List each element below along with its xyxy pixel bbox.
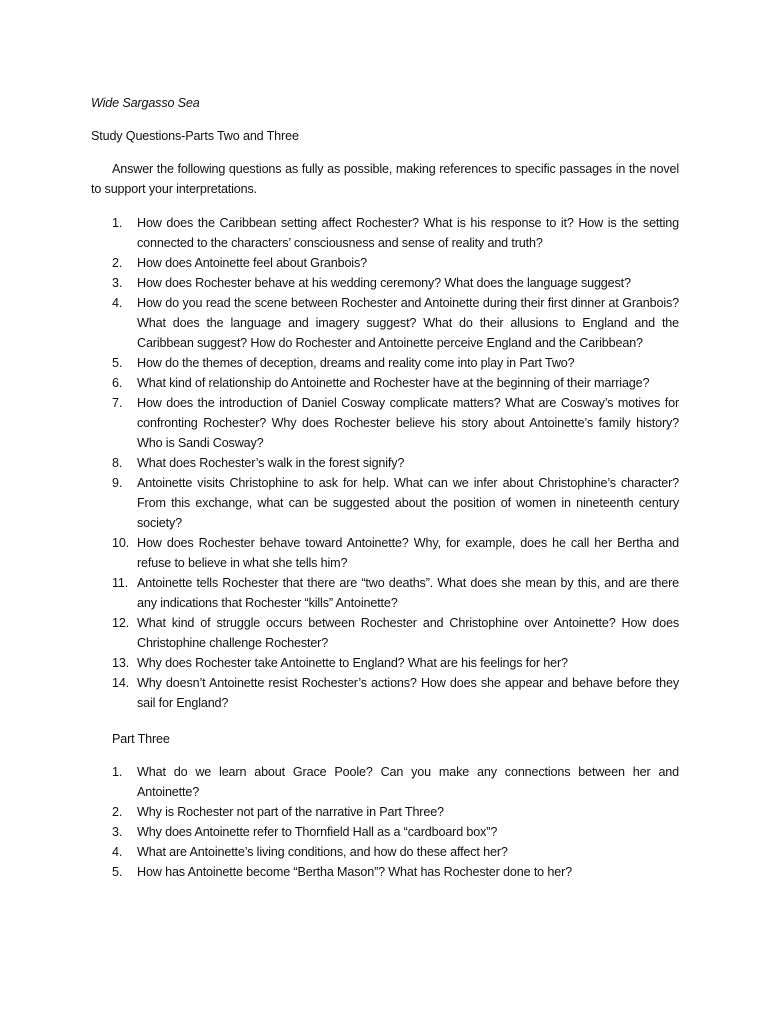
question-text: Antoinette tells Rochester that there are “two deaths”. What does she mean by this, and are there any indications that Rochester “kills” Antoinette? <box>137 576 679 610</box>
part-two-question <box>91 273 679 293</box>
question-number: 7. <box>112 396 123 410</box>
part-two-question <box>91 473 679 533</box>
document-subtitle: Study Questions-Parts Two and Three <box>91 129 299 143</box>
question-text: Why does Rochester take Antoinette to England? What are his feelings for her? <box>137 656 568 670</box>
question-text: What kind of struggle occurs between Rochester and Christophine over Antoinette? How does Christophine challenge Rochester? <box>137 616 679 650</box>
question-number: 13. <box>112 656 130 670</box>
part-two-question <box>91 393 679 453</box>
question-number: 3. <box>112 825 123 839</box>
question-number: 1. <box>112 765 123 779</box>
question-number: 4. <box>112 296 123 310</box>
question-text: Why is Rochester not part of the narrative in Part Three? <box>137 805 444 819</box>
question-number: 11. <box>112 576 129 590</box>
part-three-question-list <box>91 762 679 882</box>
part-two-question <box>91 533 679 573</box>
part-three-question <box>91 762 679 802</box>
question-number: 2. <box>112 256 123 270</box>
question-number: 2. <box>112 805 123 819</box>
part-two-question <box>91 613 679 653</box>
question-text: What do we learn about Grace Poole? Can you make any connections between her and Antoinette? <box>137 765 679 799</box>
part-two-question <box>91 373 679 393</box>
question-number: 5. <box>112 865 123 879</box>
part-two-question-list <box>91 213 679 713</box>
part-three-question <box>91 802 679 822</box>
question-text: Antoinette visits Christophine to ask for help. What can we infer about Christophine’s character? From this exchange, what can be suggested about the position of women in nineteenth century society? <box>137 476 679 530</box>
question-text: How do you read the scene between Rochester and Antoinette during their first dinner at Granbois? What does the language and imagery suggest? What do their allusions to England and the Caribbean suggest? How do Rochester and Antoinette perceive England and the Caribbean? <box>137 296 679 350</box>
question-text: How do the themes of deception, dreams and reality come into play in Part Two? <box>137 356 575 370</box>
question-text: How has Antoinette become “Bertha Mason”? What has Rochester done to her? <box>137 865 572 879</box>
question-number: 12. <box>112 616 130 630</box>
question-text: How does the Caribbean setting affect Rochester? What is his response to it? How is the setting connected to the characters’ consciousness and sense of reality and truth? <box>137 216 679 250</box>
question-text: Why doesn’t Antoinette resist Rochester’s actions? How does she appear and behave before they sail for England? <box>137 676 679 710</box>
question-text: Why does Antoinette refer to Thornfield Hall as a “cardboard box”? <box>137 825 498 839</box>
part-two-question <box>91 353 679 373</box>
part-three-heading: Part Three <box>112 732 170 746</box>
part-two-question <box>91 453 679 473</box>
question-number: 14. <box>112 676 130 690</box>
part-two-question <box>91 253 679 273</box>
question-number: 4. <box>112 845 123 859</box>
question-text: How does the introduction of Daniel Cosway complicate matters? What are Cosway’s motives for confronting Rochester? Why does Rochester believe his story about Antoinette’s family history? Who is Sandi Cosway? <box>137 396 679 450</box>
question-text: What kind of relationship do Antoinette and Rochester have at the beginning of their marriage? <box>137 376 650 390</box>
question-number: 8. <box>112 456 123 470</box>
question-text: What does Rochester’s walk in the forest signify? <box>137 456 405 470</box>
question-number: 10. <box>112 536 130 550</box>
part-two-question <box>91 653 679 673</box>
document-body <box>91 93 679 882</box>
question-text: How does Rochester behave at his wedding ceremony? What does the language suggest? <box>137 276 631 290</box>
instructions-paragraph: Answer the following questions as fully as possible, making references to specific passages in the novel to support your interpretations. <box>91 162 679 196</box>
question-number: 9. <box>112 476 123 490</box>
part-three-question <box>91 862 679 882</box>
question-number: 6. <box>112 376 123 390</box>
part-three-question <box>91 822 679 842</box>
question-text: How does Antoinette feel about Granbois? <box>137 256 367 270</box>
part-two-question <box>91 293 679 353</box>
part-two-question <box>91 673 679 713</box>
question-text: How does Rochester behave toward Antoinette? Why, for example, does he call her Bertha and refuse to believe in what she tells him? <box>137 536 679 570</box>
question-number: 5. <box>112 356 123 370</box>
question-number: 1. <box>112 216 123 230</box>
question-number: 3. <box>112 276 123 290</box>
part-three-question <box>91 842 679 862</box>
part-two-question <box>91 573 679 613</box>
document-title: Wide Sargasso Sea <box>91 96 200 110</box>
part-two-question <box>91 213 679 253</box>
question-text: What are Antoinette’s living conditions, and how do these affect her? <box>137 845 508 859</box>
